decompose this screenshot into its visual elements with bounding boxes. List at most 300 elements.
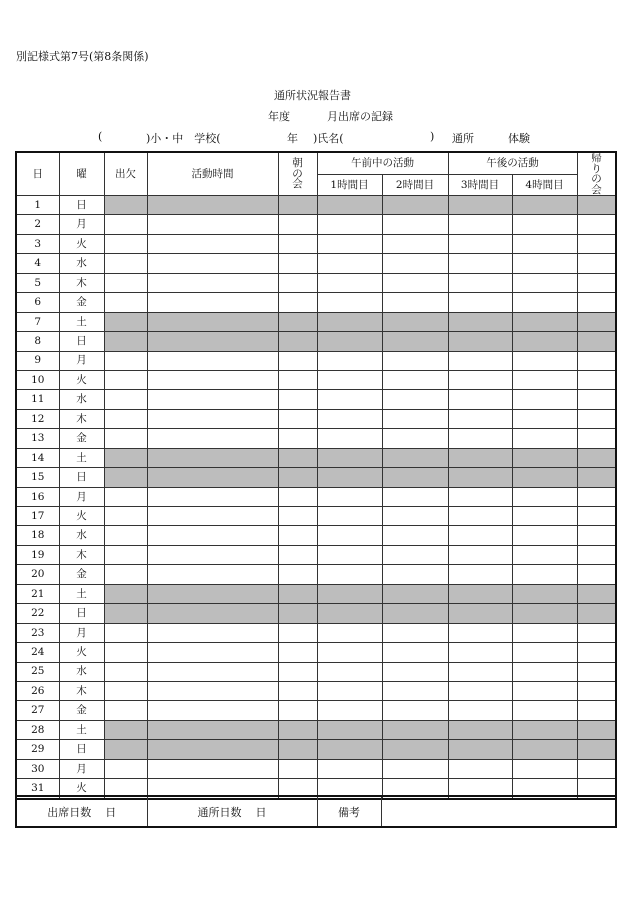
- activity-time-cell[interactable]: [147, 623, 278, 642]
- period-3-cell[interactable]: [448, 604, 512, 623]
- period-3-cell[interactable]: [448, 759, 512, 778]
- day-number: 24: [16, 643, 59, 662]
- attendance-cell[interactable]: [104, 468, 147, 487]
- closing-meeting-cell[interactable]: [577, 604, 616, 623]
- day-of-week: 金: [59, 429, 104, 448]
- day-number: 31: [16, 779, 59, 799]
- closing-meeting-cell[interactable]: [577, 448, 616, 467]
- period-4-cell[interactable]: [512, 662, 577, 681]
- period-1-cell[interactable]: [317, 759, 382, 778]
- period-3-cell[interactable]: [448, 332, 512, 351]
- table-row: [16, 507, 616, 526]
- period-3-cell[interactable]: [448, 545, 512, 564]
- period-4-cell[interactable]: [512, 487, 577, 506]
- period-4-cell[interactable]: [512, 390, 577, 409]
- period-3-cell[interactable]: [448, 487, 512, 506]
- day-of-week: 火: [59, 507, 104, 526]
- period-4-cell[interactable]: [512, 701, 577, 720]
- period-4-cell[interactable]: [512, 234, 577, 253]
- table-row: [16, 196, 616, 215]
- activity-time-cell[interactable]: [147, 234, 278, 253]
- header-period-1: 1時間目: [317, 174, 382, 195]
- period-3-cell[interactable]: [448, 448, 512, 467]
- attendance-cell[interactable]: [104, 409, 147, 428]
- summary-table: [15, 795, 617, 828]
- day-number: 18: [16, 526, 59, 545]
- morning-meeting-cell[interactable]: [278, 662, 317, 681]
- day-number: 5: [16, 273, 59, 292]
- period-3-cell[interactable]: [448, 215, 512, 234]
- period-1-cell[interactable]: [317, 584, 382, 603]
- period-1-cell[interactable]: [317, 662, 382, 681]
- period-4-cell[interactable]: [512, 429, 577, 448]
- morning-meeting-cell[interactable]: [278, 526, 317, 545]
- period-1-cell[interactable]: [317, 312, 382, 331]
- header-period-4: 4時間目: [512, 174, 577, 195]
- period-1-cell[interactable]: [317, 429, 382, 448]
- closing-meeting-cell[interactable]: [577, 293, 616, 312]
- closing-meeting-cell[interactable]: [577, 273, 616, 292]
- period-2-cell[interactable]: [382, 351, 448, 370]
- period-2-cell[interactable]: [382, 623, 448, 642]
- day-of-week: 水: [59, 390, 104, 409]
- table-row: [16, 545, 616, 564]
- morning-meeting-cell[interactable]: [278, 332, 317, 351]
- activity-time-cell[interactable]: [147, 293, 278, 312]
- day-of-week: 火: [59, 370, 104, 389]
- morning-meeting-cell[interactable]: [278, 740, 317, 759]
- period-3-cell[interactable]: [448, 429, 512, 448]
- period-1-cell[interactable]: [317, 234, 382, 253]
- period-3-cell[interactable]: [448, 740, 512, 759]
- morning-meeting-cell[interactable]: [278, 409, 317, 428]
- period-4-cell[interactable]: [512, 759, 577, 778]
- activity-time-cell[interactable]: [147, 468, 278, 487]
- closing-meeting-cell[interactable]: [577, 681, 616, 700]
- table-row: [16, 740, 616, 759]
- activity-time-cell[interactable]: [147, 312, 278, 331]
- activity-time-cell[interactable]: [147, 507, 278, 526]
- period-2-cell[interactable]: [382, 759, 448, 778]
- activity-time-cell[interactable]: [147, 526, 278, 545]
- attendance-cell[interactable]: [104, 507, 147, 526]
- period-1-cell[interactable]: [317, 740, 382, 759]
- period-4-cell[interactable]: [512, 740, 577, 759]
- name-label: )氏名(: [313, 132, 344, 145]
- activity-time-cell[interactable]: [147, 370, 278, 389]
- table-row: [16, 759, 616, 778]
- period-2-cell[interactable]: [382, 701, 448, 720]
- closing-meeting-cell[interactable]: [577, 740, 616, 759]
- activity-time-cell[interactable]: [147, 604, 278, 623]
- morning-meeting-cell[interactable]: [278, 370, 317, 389]
- activity-time-cell[interactable]: [147, 448, 278, 467]
- activity-time-cell[interactable]: [147, 681, 278, 700]
- day-of-week: 土: [59, 584, 104, 603]
- period-4-cell[interactable]: [512, 604, 577, 623]
- morning-meeting-cell[interactable]: [278, 681, 317, 700]
- table-row: [16, 332, 616, 351]
- day-number: 21: [16, 584, 59, 603]
- period-1-cell[interactable]: [317, 215, 382, 234]
- period-4-cell[interactable]: [512, 351, 577, 370]
- closing-meeting-cell[interactable]: [577, 545, 616, 564]
- period-1-cell[interactable]: [317, 701, 382, 720]
- month-attendance-label: 月出席の記録: [327, 110, 393, 123]
- activity-time-cell[interactable]: [147, 196, 278, 215]
- attendance-cell[interactable]: [104, 545, 147, 564]
- period-1-cell[interactable]: [317, 448, 382, 467]
- closing-meeting-cell[interactable]: [577, 468, 616, 487]
- period-1-cell[interactable]: [317, 526, 382, 545]
- attendance-cell[interactable]: [104, 584, 147, 603]
- morning-meeting-cell[interactable]: [278, 429, 317, 448]
- period-1-cell[interactable]: [317, 351, 382, 370]
- grade-label: 年: [287, 132, 298, 145]
- closing-meeting-cell[interactable]: [577, 565, 616, 584]
- attendance-cell[interactable]: [104, 332, 147, 351]
- period-2-cell[interactable]: [382, 681, 448, 700]
- period-4-cell[interactable]: [512, 584, 577, 603]
- period-4-cell[interactable]: [512, 507, 577, 526]
- period-2-cell[interactable]: [382, 409, 448, 428]
- period-3-cell[interactable]: [448, 351, 512, 370]
- period-3-cell[interactable]: [448, 254, 512, 273]
- tsuusho-days-cell[interactable]: [147, 796, 317, 827]
- day-of-week: 月: [59, 759, 104, 778]
- period-3-cell[interactable]: [448, 468, 512, 487]
- period-2-cell[interactable]: [382, 293, 448, 312]
- closing-meeting-cell[interactable]: [577, 370, 616, 389]
- activity-time-cell[interactable]: [147, 545, 278, 564]
- morning-meeting-cell[interactable]: [278, 390, 317, 409]
- period-2-cell[interactable]: [382, 254, 448, 273]
- activity-time-cell[interactable]: [147, 643, 278, 662]
- closing-meeting-cell[interactable]: [577, 623, 616, 642]
- attendance-cell[interactable]: [104, 448, 147, 467]
- attendance-cell[interactable]: [104, 759, 147, 778]
- day-number: 12: [16, 409, 59, 428]
- period-3-cell[interactable]: [448, 196, 512, 215]
- activity-time-cell[interactable]: [147, 409, 278, 428]
- period-4-cell[interactable]: [512, 312, 577, 331]
- header-am-activity: 午前中の活動: [317, 152, 448, 174]
- closing-meeting-cell[interactable]: [577, 332, 616, 351]
- tsuusho-option[interactable]: 通所: [452, 132, 474, 145]
- morning-meeting-cell[interactable]: [278, 565, 317, 584]
- period-1-cell[interactable]: [317, 565, 382, 584]
- activity-time-cell[interactable]: [147, 720, 278, 739]
- attendance-days-cell[interactable]: [16, 796, 147, 827]
- period-4-cell[interactable]: [512, 370, 577, 389]
- period-2-cell[interactable]: [382, 273, 448, 292]
- period-2-cell[interactable]: [382, 370, 448, 389]
- period-3-cell[interactable]: [448, 507, 512, 526]
- attendance-cell[interactable]: [104, 370, 147, 389]
- period-3-cell[interactable]: [448, 681, 512, 700]
- morning-meeting-cell[interactable]: [278, 351, 317, 370]
- activity-time-cell[interactable]: [147, 759, 278, 778]
- period-4-cell[interactable]: [512, 720, 577, 739]
- day-of-week: 土: [59, 448, 104, 467]
- period-3-cell[interactable]: [448, 643, 512, 662]
- closing-meeting-cell[interactable]: [577, 759, 616, 778]
- table-row: [16, 293, 616, 312]
- closing-meeting-cell[interactable]: [577, 662, 616, 681]
- period-4-cell[interactable]: [512, 545, 577, 564]
- table-row: [16, 215, 616, 234]
- header-pm-activity: 午後の活動: [448, 152, 577, 174]
- morning-meeting-cell[interactable]: [278, 487, 317, 506]
- table-row: [16, 487, 616, 506]
- period-2-cell[interactable]: [382, 215, 448, 234]
- activity-time-cell[interactable]: [147, 487, 278, 506]
- closing-meeting-cell[interactable]: [577, 312, 616, 331]
- closing-meeting-cell[interactable]: [577, 196, 616, 215]
- table-row: [16, 448, 616, 467]
- morning-meeting-cell[interactable]: [278, 507, 317, 526]
- header-dow: 曜: [59, 152, 104, 196]
- closing-meeting-cell[interactable]: [577, 390, 616, 409]
- closing-meeting-cell[interactable]: [577, 351, 616, 370]
- info-paren-open: (: [98, 130, 103, 143]
- day-number: 22: [16, 604, 59, 623]
- morning-meeting-cell[interactable]: [278, 759, 317, 778]
- period-4-cell[interactable]: [512, 254, 577, 273]
- activity-time-cell[interactable]: [147, 429, 278, 448]
- closing-meeting-cell[interactable]: [577, 584, 616, 603]
- form-number: 別記様式第7号(第8条関係): [16, 50, 149, 63]
- period-2-cell[interactable]: [382, 312, 448, 331]
- period-3-cell[interactable]: [448, 312, 512, 331]
- attendance-cell[interactable]: [104, 273, 147, 292]
- period-1-cell[interactable]: [317, 623, 382, 642]
- period-2-cell[interactable]: [382, 332, 448, 351]
- closing-meeting-cell[interactable]: [577, 507, 616, 526]
- period-1-cell[interactable]: [317, 545, 382, 564]
- name-paren-close: ): [430, 130, 435, 143]
- attendance-cell[interactable]: [104, 234, 147, 253]
- table-row: [16, 429, 616, 448]
- period-3-cell[interactable]: [448, 293, 512, 312]
- morning-meeting-cell[interactable]: [278, 701, 317, 720]
- activity-time-cell[interactable]: [147, 565, 278, 584]
- morning-meeting-cell[interactable]: [278, 273, 317, 292]
- attendance-cell[interactable]: [104, 312, 147, 331]
- day-of-week: 火: [59, 779, 104, 799]
- period-3-cell[interactable]: [448, 701, 512, 720]
- period-1-cell[interactable]: [317, 604, 382, 623]
- period-3-cell[interactable]: [448, 409, 512, 428]
- activity-time-cell[interactable]: [147, 584, 278, 603]
- table-row: [16, 370, 616, 389]
- closing-meeting-cell[interactable]: [577, 526, 616, 545]
- period-2-cell[interactable]: [382, 740, 448, 759]
- morning-meeting-cell[interactable]: [278, 234, 317, 253]
- attendance-cell[interactable]: [104, 740, 147, 759]
- period-3-cell[interactable]: [448, 584, 512, 603]
- table-row: [16, 565, 616, 584]
- period-4-cell[interactable]: [512, 273, 577, 292]
- period-2-cell[interactable]: [382, 720, 448, 739]
- table-row: [16, 273, 616, 292]
- period-4-cell[interactable]: [512, 526, 577, 545]
- attendance-cell[interactable]: [104, 662, 147, 681]
- period-1-cell[interactable]: [317, 643, 382, 662]
- period-4-cell[interactable]: [512, 293, 577, 312]
- table-row: [16, 312, 616, 331]
- period-3-cell[interactable]: [448, 273, 512, 292]
- table-row: [16, 234, 616, 253]
- period-1-cell[interactable]: [317, 507, 382, 526]
- day-of-week: 月: [59, 487, 104, 506]
- closing-meeting-cell[interactable]: [577, 701, 616, 720]
- table-row: [16, 351, 616, 370]
- activity-time-cell[interactable]: [147, 332, 278, 351]
- period-4-cell[interactable]: [512, 409, 577, 428]
- attendance-cell[interactable]: [104, 196, 147, 215]
- attendance-cell[interactable]: [104, 526, 147, 545]
- table-row: [16, 662, 616, 681]
- period-2-cell[interactable]: [382, 429, 448, 448]
- period-3-cell[interactable]: [448, 565, 512, 584]
- period-1-cell[interactable]: [317, 254, 382, 273]
- closing-meeting-cell[interactable]: [577, 643, 616, 662]
- morning-meeting-cell[interactable]: [278, 545, 317, 564]
- closing-meeting-cell[interactable]: [577, 487, 616, 506]
- attendance-cell[interactable]: [104, 565, 147, 584]
- period-3-cell[interactable]: [448, 623, 512, 642]
- morning-meeting-cell[interactable]: [278, 254, 317, 273]
- activity-time-cell[interactable]: [147, 701, 278, 720]
- period-2-cell[interactable]: [382, 662, 448, 681]
- activity-time-cell[interactable]: [147, 390, 278, 409]
- attendance-cell[interactable]: [104, 254, 147, 273]
- closing-meeting-cell[interactable]: [577, 409, 616, 428]
- morning-meeting-cell[interactable]: [278, 720, 317, 739]
- attendance-cell[interactable]: [104, 215, 147, 234]
- period-3-cell[interactable]: [448, 390, 512, 409]
- period-4-cell[interactable]: [512, 468, 577, 487]
- morning-meeting-cell[interactable]: [278, 604, 317, 623]
- morning-meeting-cell[interactable]: [278, 643, 317, 662]
- activity-time-cell[interactable]: [147, 215, 278, 234]
- day-of-week: 木: [59, 273, 104, 292]
- day-of-week: 土: [59, 720, 104, 739]
- period-1-cell[interactable]: [317, 720, 382, 739]
- period-2-cell[interactable]: [382, 448, 448, 467]
- attendance-cell[interactable]: [104, 681, 147, 700]
- remarks-label-cell: 備考: [317, 796, 381, 827]
- period-4-cell[interactable]: [512, 565, 577, 584]
- attendance-cell[interactable]: [104, 429, 147, 448]
- closing-meeting-cell[interactable]: [577, 215, 616, 234]
- period-2-cell[interactable]: [382, 507, 448, 526]
- activity-time-cell[interactable]: [147, 273, 278, 292]
- period-1-cell[interactable]: [317, 487, 382, 506]
- table-row: [16, 623, 616, 642]
- attendance-cell[interactable]: [104, 293, 147, 312]
- morning-meeting-cell[interactable]: [278, 196, 317, 215]
- period-4-cell[interactable]: [512, 215, 577, 234]
- period-2-cell[interactable]: [382, 643, 448, 662]
- period-2-cell[interactable]: [382, 390, 448, 409]
- attendance-cell[interactable]: [104, 604, 147, 623]
- remarks-input-cell[interactable]: [381, 796, 616, 827]
- table-row: [16, 468, 616, 487]
- period-1-cell[interactable]: [317, 196, 382, 215]
- activity-time-cell[interactable]: [147, 351, 278, 370]
- period-2-cell[interactable]: [382, 565, 448, 584]
- period-4-cell[interactable]: [512, 196, 577, 215]
- morning-meeting-cell[interactable]: [278, 215, 317, 234]
- period-1-cell[interactable]: [317, 370, 382, 389]
- period-2-cell[interactable]: [382, 604, 448, 623]
- attendance-cell[interactable]: [104, 390, 147, 409]
- attendance-cell[interactable]: [104, 701, 147, 720]
- period-4-cell[interactable]: [512, 623, 577, 642]
- morning-meeting-cell[interactable]: [278, 293, 317, 312]
- morning-meeting-cell[interactable]: [278, 468, 317, 487]
- morning-meeting-cell[interactable]: [278, 623, 317, 642]
- closing-meeting-cell[interactable]: [577, 254, 616, 273]
- closing-meeting-cell[interactable]: [577, 234, 616, 253]
- closing-meeting-cell[interactable]: [577, 429, 616, 448]
- attendance-cell[interactable]: [104, 643, 147, 662]
- period-4-cell[interactable]: [512, 643, 577, 662]
- period-2-cell[interactable]: [382, 234, 448, 253]
- period-3-cell[interactable]: [448, 370, 512, 389]
- attendance-cell[interactable]: [104, 487, 147, 506]
- period-3-cell[interactable]: [448, 234, 512, 253]
- activity-time-cell[interactable]: [147, 740, 278, 759]
- closing-meeting-cell[interactable]: [577, 720, 616, 739]
- period-2-cell[interactable]: [382, 526, 448, 545]
- period-2-cell[interactable]: [382, 545, 448, 564]
- period-2-cell[interactable]: [382, 487, 448, 506]
- attendance-cell[interactable]: [104, 351, 147, 370]
- period-4-cell[interactable]: [512, 448, 577, 467]
- period-3-cell[interactable]: [448, 720, 512, 739]
- morning-meeting-cell[interactable]: [278, 312, 317, 331]
- period-1-cell[interactable]: [317, 332, 382, 351]
- period-1-cell[interactable]: [317, 468, 382, 487]
- header-morning-meeting: [278, 152, 317, 196]
- attendance-cell[interactable]: [104, 623, 147, 642]
- day-number: 25: [16, 662, 59, 681]
- activity-time-cell[interactable]: [147, 662, 278, 681]
- period-1-cell[interactable]: [317, 409, 382, 428]
- attendance-table: [15, 151, 617, 800]
- period-2-cell[interactable]: [382, 584, 448, 603]
- period-3-cell[interactable]: [448, 526, 512, 545]
- attendance-cell[interactable]: [104, 720, 147, 739]
- period-1-cell[interactable]: [317, 681, 382, 700]
- day-of-week: 金: [59, 293, 104, 312]
- period-1-cell[interactable]: [317, 390, 382, 409]
- activity-time-cell[interactable]: [147, 254, 278, 273]
- morning-meeting-cell[interactable]: [278, 584, 317, 603]
- period-1-cell[interactable]: [317, 293, 382, 312]
- period-3-cell[interactable]: [448, 662, 512, 681]
- taiken-option[interactable]: 体験: [508, 132, 530, 145]
- period-4-cell[interactable]: [512, 332, 577, 351]
- period-4-cell[interactable]: [512, 681, 577, 700]
- period-1-cell[interactable]: [317, 273, 382, 292]
- morning-meeting-cell[interactable]: [278, 448, 317, 467]
- period-2-cell[interactable]: [382, 468, 448, 487]
- period-2-cell[interactable]: [382, 196, 448, 215]
